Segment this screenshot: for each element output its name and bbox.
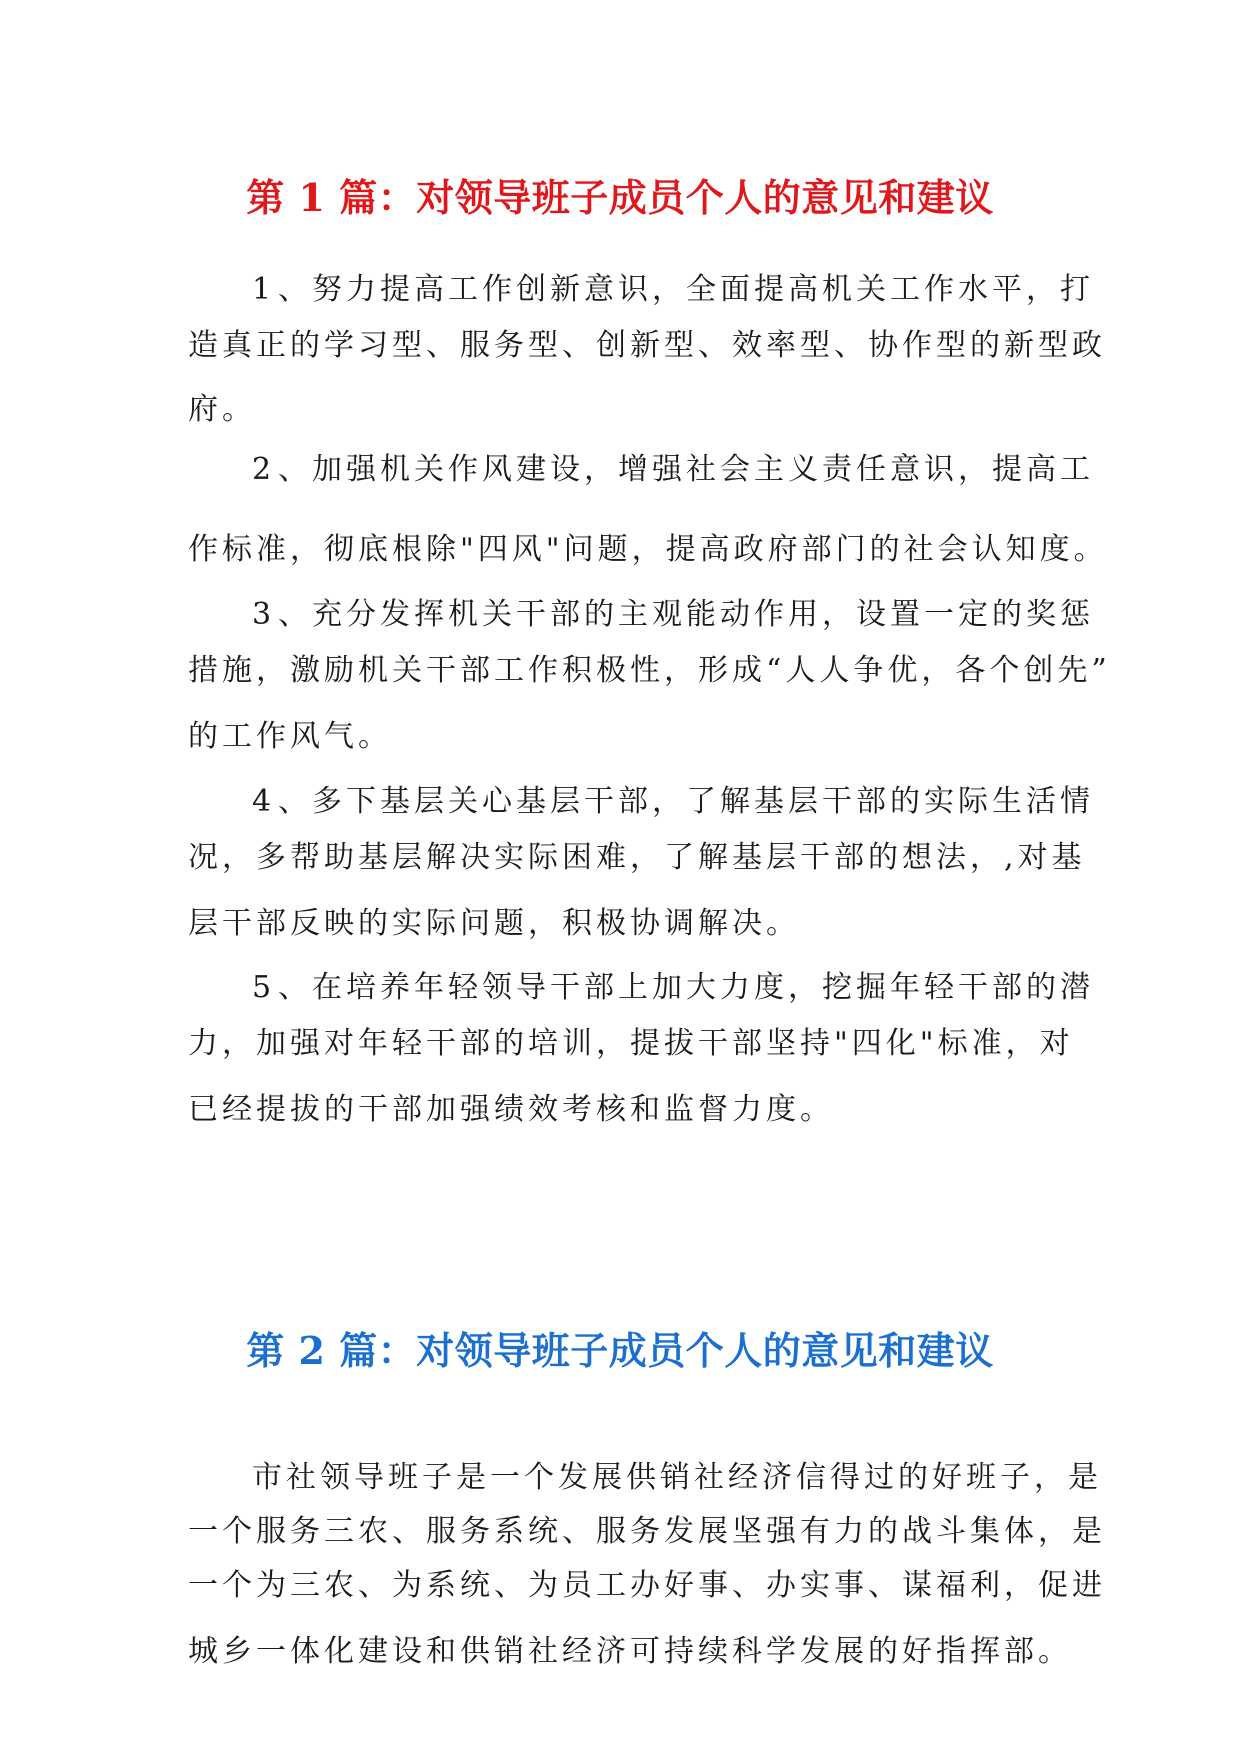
- list-item-number: 3、: [252, 597, 312, 632]
- list-item-line: [188, 595, 1094, 651]
- list-item-text: 努力提高工作创新意识，全面提高机关工作水平，打: [312, 272, 1094, 307]
- list-item-number: 1、: [252, 272, 312, 307]
- list-item-number: 4、: [252, 784, 312, 819]
- list-item-text: 在培养年轻领导干部上加大力度，挖掘年轻干部的潜: [312, 970, 1094, 1005]
- list-item-number: 5、: [252, 970, 312, 1005]
- body-line-text: 市社领导班子是一个发展供销社经济信得过的好班子，是: [252, 1460, 1102, 1495]
- list-item-line: [188, 782, 1094, 838]
- list-item-3: [188, 595, 1111, 757]
- list-item-1: [188, 270, 1106, 430]
- body-line: [188, 1458, 1102, 1512]
- section-1-heading: 第 1 篇：对领导班子成员个人的意见和建议: [246, 175, 994, 220]
- list-item-line: 况，多帮助基层解决实际困难，了解基层干部的想法，,对基: [188, 840, 1086, 875]
- list-item-text: 充分发挥机关干部的主观能动作用，设置一定的奖惩: [312, 597, 1094, 632]
- list-item-line: [188, 270, 1094, 326]
- list-item-line: 造真正的学习型、服务型、创新型、效率型、协作型的新型政: [188, 328, 1106, 363]
- list-item-4: [188, 782, 1094, 944]
- section-2-heading: 第 2 篇：对领导班子成员个人的意见和建议: [246, 1328, 994, 1373]
- list-item-line: 力，加强对年轻干部的培训，提拔干部坚持"四化"标准，对: [188, 1026, 1074, 1061]
- list-item-5: [188, 968, 1094, 1130]
- body-line: 一个服务三农、服务系统、服务发展坚强有力的战斗集体，是: [188, 1514, 1106, 1549]
- body-line: 一个为三农、为系统、为员工办好事、办实事、谋福利，促进: [188, 1568, 1106, 1603]
- list-item-line: 措施，激励机关干部工作积极性，形成“人人争优，各个创先”: [188, 653, 1111, 688]
- list-item-line: 的工作风气。: [188, 719, 392, 754]
- list-item-text: 多下基层关心基层干部，了解基层干部的实际生活情: [312, 784, 1094, 819]
- list-item-number: 2、: [252, 452, 312, 487]
- list-item-text: 加强机关作风建设，增强社会主义责任意识，提高工: [312, 452, 1094, 487]
- list-item-line: [188, 450, 1094, 530]
- section-2-body: [188, 1458, 1106, 1672]
- list-item-2: [188, 450, 1108, 570]
- list-item-line: [188, 968, 1094, 1024]
- list-item-line: 层干部反映的实际问题，积极协调解决。: [188, 906, 800, 941]
- list-item-line: 府。: [188, 392, 256, 427]
- list-item-line: 作标准，彻底根除"四风"问题，提高政府部门的社会认知度。: [188, 532, 1108, 567]
- list-item-line: 已经提拔的干部加强绩效考核和监督力度。: [188, 1092, 834, 1127]
- body-line: 城乡一体化建设和供销社经济可持续科学发展的好指挥部。: [188, 1634, 1072, 1669]
